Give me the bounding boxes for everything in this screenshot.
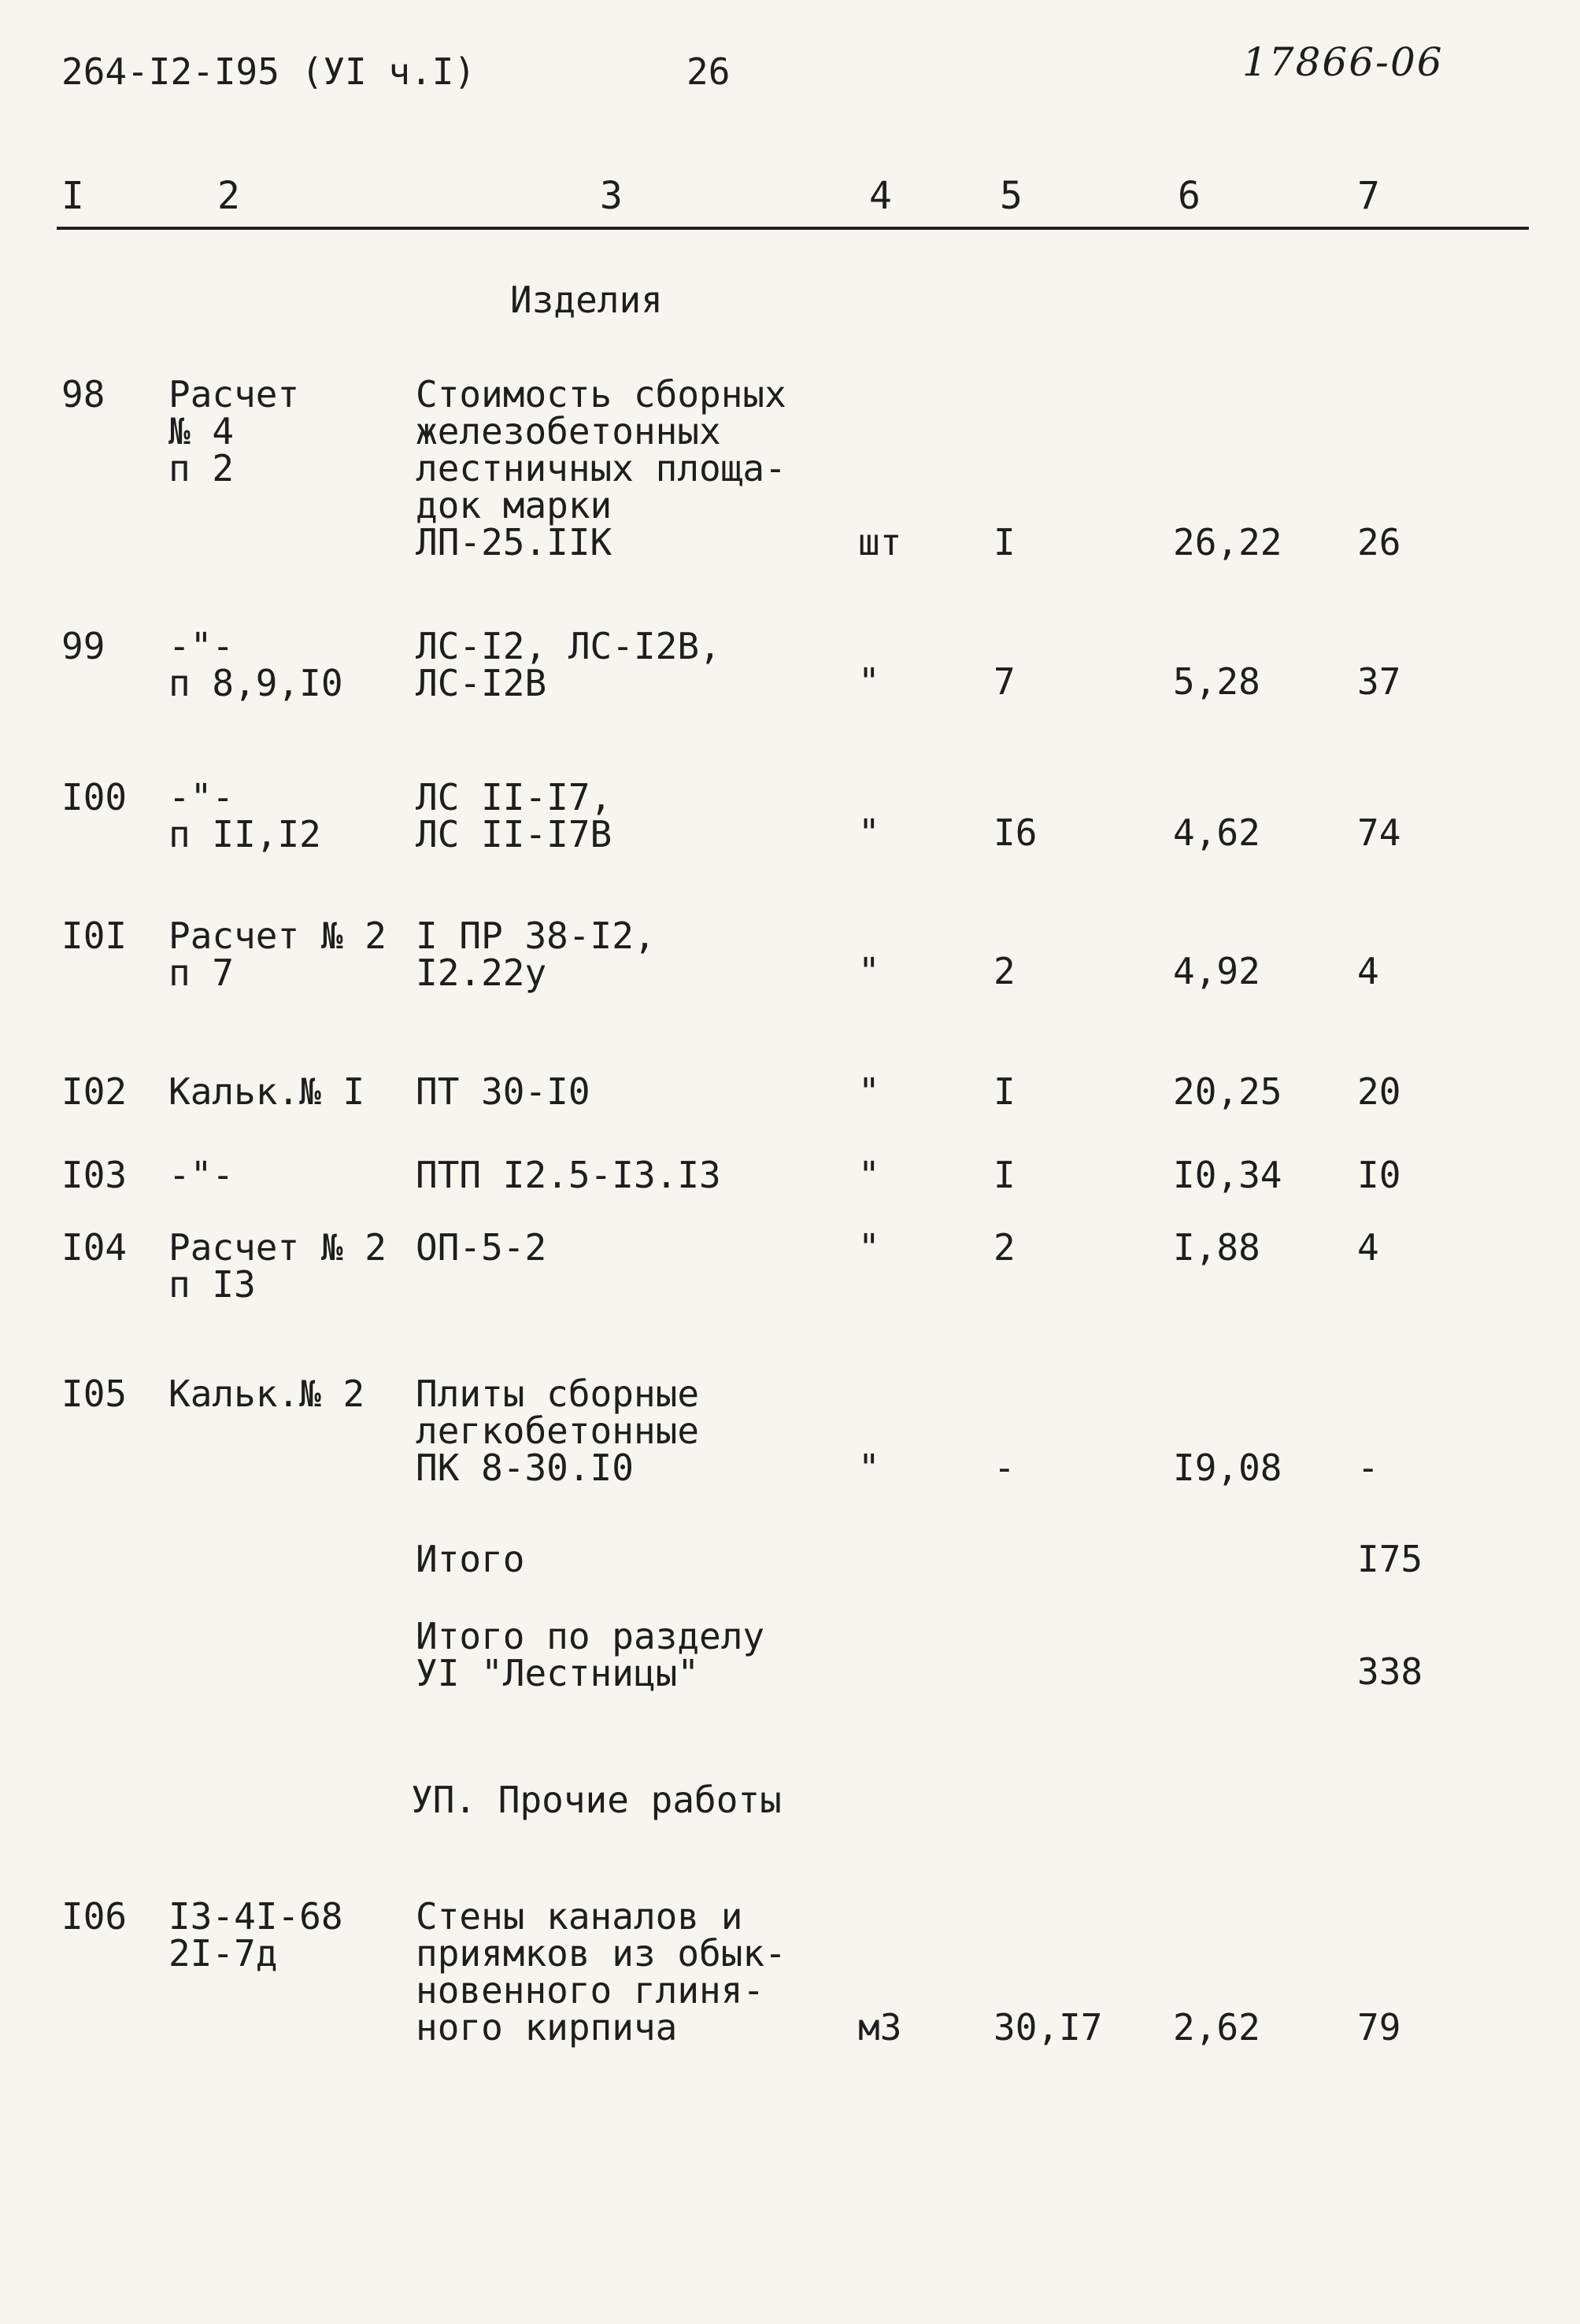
item-name-line: легкобетонные bbox=[416, 1410, 700, 1452]
item-name-line: ОП-5-2 bbox=[416, 1226, 547, 1269]
total-cost: I0 bbox=[1357, 1154, 1401, 1196]
total-cost: - bbox=[1357, 1446, 1379, 1489]
row-number: I03 bbox=[61, 1154, 128, 1196]
column-number-1: I bbox=[61, 174, 84, 218]
totals-label-line: Итого по разделу bbox=[416, 1615, 765, 1657]
basis-line: -"- bbox=[168, 776, 235, 818]
unit-price: I0,34 bbox=[1173, 1154, 1282, 1196]
item-name-line: ного кирпича bbox=[416, 2006, 678, 2049]
unit: " bbox=[858, 811, 880, 854]
total-cost: 37 bbox=[1357, 660, 1401, 703]
quantity: I bbox=[994, 1154, 1016, 1196]
unit: м3 bbox=[858, 2006, 902, 2049]
basis-line: Расчет № 2 bbox=[168, 1226, 387, 1269]
column-number-3: 3 bbox=[600, 174, 623, 218]
column-number-6: 6 bbox=[1178, 174, 1201, 218]
unit-price: 26,22 bbox=[1173, 521, 1282, 563]
basis-line: Расчет bbox=[168, 373, 300, 416]
totals-label-line: УI "Лестницы" bbox=[416, 1652, 700, 1694]
unit: " bbox=[858, 1446, 880, 1489]
item-name-line: Стены каналов и bbox=[416, 1895, 743, 1938]
unit-price: I,88 bbox=[1173, 1226, 1260, 1269]
basis-line: Расчет № 2 bbox=[168, 914, 387, 957]
row-number: I0I bbox=[61, 914, 128, 957]
total-cost: 26 bbox=[1357, 521, 1401, 563]
basis-line: 2I-7д bbox=[168, 1932, 278, 1975]
unit-price: I9,08 bbox=[1173, 1446, 1282, 1489]
totals-value: I75 bbox=[1357, 1538, 1423, 1580]
item-name-line: Стоимость сборных bbox=[416, 373, 786, 416]
basis-line: Кальк.№ I bbox=[168, 1070, 365, 1113]
row-number: I06 bbox=[61, 1895, 128, 1938]
quantity: 7 bbox=[994, 660, 1016, 703]
document-code: 264-I2-I95 (УI ч.I) bbox=[61, 50, 476, 93]
section-title-products: Изделия bbox=[510, 279, 663, 321]
unit: " bbox=[858, 1070, 880, 1113]
quantity: 2 bbox=[994, 950, 1016, 992]
unit: " bbox=[858, 660, 880, 703]
item-name-line: док марки bbox=[416, 484, 612, 527]
quantity: 2 bbox=[994, 1226, 1016, 1269]
unit-price: 2,62 bbox=[1173, 2006, 1260, 2049]
unit-price: 20,25 bbox=[1173, 1070, 1282, 1113]
basis-line: -"- bbox=[168, 1154, 235, 1196]
item-name-line: лестничных площа- bbox=[416, 447, 786, 490]
basis-line: п II,I2 bbox=[168, 813, 321, 855]
totals-label-line: Итого bbox=[416, 1538, 525, 1580]
header-rule bbox=[57, 227, 1529, 230]
item-name-line: ПТ 30-I0 bbox=[416, 1070, 590, 1113]
quantity: I6 bbox=[994, 811, 1038, 854]
page-number: 26 bbox=[686, 50, 731, 93]
quantity: I bbox=[994, 1070, 1016, 1113]
item-name-line: железобетонных bbox=[416, 410, 721, 453]
item-name-line: ЛС-I2, ЛС-I2В, bbox=[416, 625, 721, 667]
row-number: 98 bbox=[61, 373, 105, 416]
row-number: I00 bbox=[61, 776, 128, 818]
item-name-line: I2.22у bbox=[416, 951, 547, 994]
column-number-4: 4 bbox=[869, 174, 892, 218]
item-name-line: ПК 8-30.I0 bbox=[416, 1446, 634, 1489]
basis-line: -"- bbox=[168, 625, 235, 667]
item-name-line: I ПР 38-I2, bbox=[416, 914, 656, 957]
column-number-7: 7 bbox=[1357, 174, 1380, 218]
unit-price: 5,28 bbox=[1173, 660, 1260, 703]
item-name-line: ЛС-I2В bbox=[416, 662, 547, 704]
item-name-line: Плиты сборные bbox=[416, 1373, 700, 1415]
item-name-line: ЛС II-I7, bbox=[416, 776, 612, 818]
quantity: - bbox=[994, 1446, 1016, 1489]
quantity: 30,I7 bbox=[994, 2006, 1103, 2049]
basis-line: п I3 bbox=[168, 1263, 256, 1306]
total-cost: 20 bbox=[1357, 1070, 1401, 1113]
handwritten-number: 17866-06 bbox=[1242, 39, 1444, 85]
row-number: I04 bbox=[61, 1226, 128, 1269]
column-number-5: 5 bbox=[1000, 174, 1023, 218]
item-name-line: ЛП-25.IIК bbox=[416, 521, 612, 563]
unit: " bbox=[858, 1226, 880, 1269]
basis-line: п 2 bbox=[168, 447, 235, 490]
item-name-line: новенного глиня- bbox=[416, 1969, 765, 2012]
basis-line: № 4 bbox=[168, 410, 235, 453]
column-number-2: 2 bbox=[217, 174, 240, 218]
quantity: I bbox=[994, 521, 1016, 563]
item-name-line: ЛС II-I7В bbox=[416, 813, 612, 855]
basis-line: п 7 bbox=[168, 951, 235, 994]
basis-line: Кальк.№ 2 bbox=[168, 1373, 365, 1415]
total-cost: 74 bbox=[1357, 811, 1401, 854]
item-name-line: приямков из обык- bbox=[416, 1932, 786, 1975]
basis-line: п 8,9,I0 bbox=[168, 662, 343, 704]
total-cost: 79 bbox=[1357, 2006, 1401, 2049]
total-cost: 4 bbox=[1357, 1226, 1379, 1269]
total-cost: 4 bbox=[1357, 950, 1379, 992]
section-title-other-works: УП. Прочие работы bbox=[411, 1779, 782, 1821]
unit: шт bbox=[858, 521, 902, 563]
row-number: I02 bbox=[61, 1070, 128, 1113]
row-number: 99 bbox=[61, 625, 105, 667]
row-number: I05 bbox=[61, 1373, 128, 1415]
basis-line: I3-4I-68 bbox=[168, 1895, 343, 1938]
unit: " bbox=[858, 950, 880, 992]
unit-price: 4,62 bbox=[1173, 811, 1260, 854]
totals-value: 338 bbox=[1357, 1650, 1423, 1693]
unit-price: 4,92 bbox=[1173, 950, 1260, 992]
unit: " bbox=[858, 1154, 880, 1196]
item-name-line: ПТП I2.5-I3.I3 bbox=[416, 1154, 721, 1196]
